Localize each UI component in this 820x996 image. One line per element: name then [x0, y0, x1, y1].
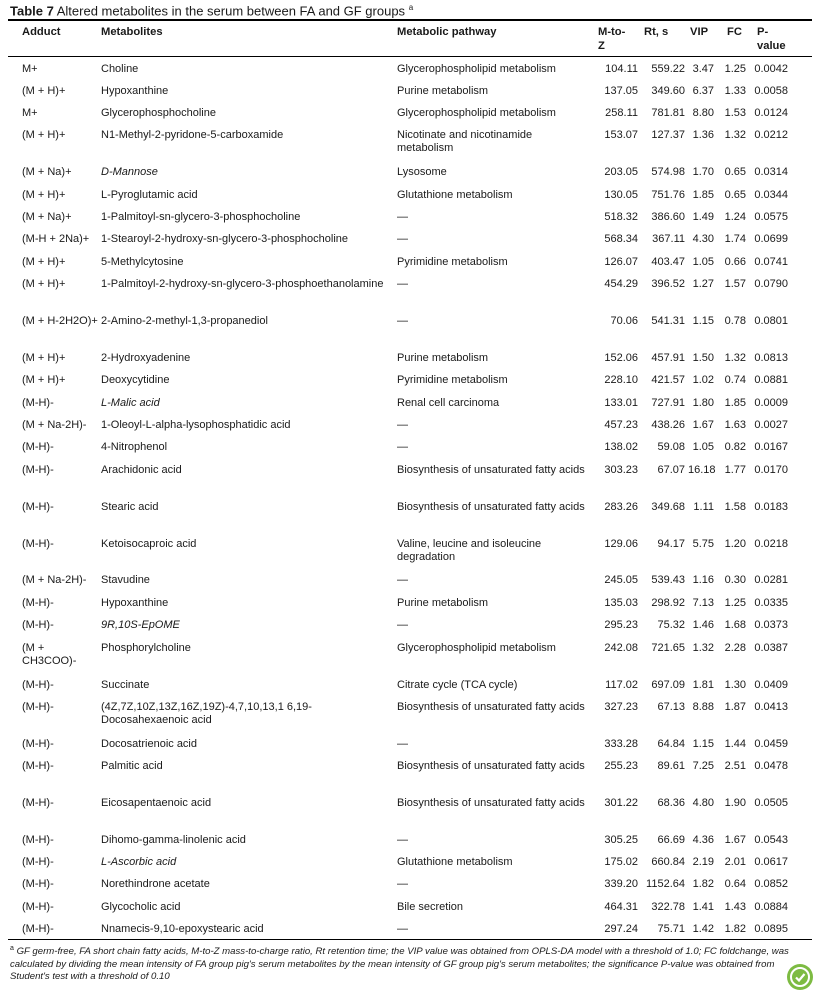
adduct-cell: (M-H)- [22, 501, 54, 513]
fc-cell: 1.30 [724, 679, 746, 691]
mz-cell: 130.05 [604, 189, 638, 201]
vip-cell: 1.05 [692, 256, 714, 268]
fc-cell: 0.65 [724, 166, 746, 178]
adduct-cell: (M-H)- [22, 397, 54, 409]
vip-cell: 1.41 [692, 901, 714, 913]
mz-cell: 152.06 [604, 352, 638, 364]
header-vip: VIP [690, 26, 709, 38]
mz-cell: 518.32 [604, 211, 638, 223]
fc-cell: 0.78 [724, 315, 746, 327]
pathway-cell: Nicotinate and nicotinamide metabolism [397, 129, 533, 154]
rt-cell: 438.26 [651, 419, 685, 431]
adduct-cell: (M-H)- [22, 901, 54, 913]
vip-cell: 1.85 [692, 189, 714, 201]
adduct-cell: (M + H)+ [22, 189, 66, 201]
pathway-cell: — [397, 738, 408, 750]
mz-cell: 245.05 [604, 574, 638, 586]
mz-cell: 117.02 [605, 679, 638, 691]
mz-cell: 568.34 [604, 233, 638, 245]
p-value-cell: 0.0409 [754, 679, 788, 691]
p-value-cell: 0.0042 [754, 63, 788, 75]
pathway-cell: Biosynthesis of unsaturated fatty acids [397, 501, 585, 513]
p-value-cell: 0.0344 [754, 189, 788, 201]
fc-cell: 1.67 [724, 834, 746, 846]
p-value-cell: 0.0413 [754, 701, 788, 713]
fc-cell: 1.43 [724, 901, 746, 913]
header-p-line1: P- [757, 26, 769, 38]
vip-cell: 1.27 [692, 278, 714, 290]
rt-cell: 322.78 [651, 901, 685, 913]
mz-cell: 138.02 [604, 441, 638, 453]
p-value-cell: 0.0505 [754, 797, 788, 809]
metabolite-cell: D-Mannose [101, 166, 158, 178]
metabolite-cell: Deoxycytidine [101, 374, 170, 386]
fc-cell: 0.66 [724, 256, 746, 268]
mz-cell: 242.08 [604, 642, 638, 654]
fc-cell: 0.30 [724, 574, 746, 586]
rt-cell: 66.69 [657, 834, 685, 846]
metabolite-cell: 5-Methylcytosine [101, 256, 184, 268]
pathway-cell: Bile secretion [397, 901, 464, 913]
mz-cell: 258.11 [605, 107, 638, 119]
mz-cell: 135.03 [604, 597, 638, 609]
metabolite-cell: Hypoxanthine [101, 85, 169, 97]
pathway-cell: Purine metabolism [397, 597, 489, 609]
metabolite-cell: Ketoisocaproic acid [101, 538, 197, 550]
header-p-line2: value [757, 40, 786, 52]
pathway-cell: Biosynthesis of unsaturated fatty acids [397, 797, 585, 809]
mz-cell: 295.23 [604, 619, 638, 631]
adduct-cell: (M + H)+ [22, 129, 66, 141]
mz-cell: 464.31 [604, 901, 638, 913]
pathway-cell: — [397, 315, 408, 327]
adduct-cell: (M-H)- [22, 679, 54, 691]
p-value-cell: 0.0218 [754, 538, 788, 550]
p-value-cell: 0.0459 [754, 738, 788, 750]
fc-cell: 0.64 [724, 878, 746, 890]
p-value-cell: 0.0741 [754, 256, 788, 268]
p-value-cell: 0.0543 [754, 834, 788, 846]
vip-cell: 1.50 [692, 352, 714, 364]
adduct-cell: (M-H + 2Na)+ [22, 233, 90, 245]
metabolite-cell: L-Ascorbic acid [101, 856, 177, 868]
rt-cell: 751.76 [651, 189, 685, 201]
pathway-cell: — [397, 878, 408, 890]
mz-cell: 175.02 [604, 856, 638, 868]
fc-cell: 1.44 [724, 738, 746, 750]
vip-cell: 4.80 [692, 797, 714, 809]
rt-cell: 94.17 [657, 538, 685, 550]
fc-cell: 1.58 [724, 501, 746, 513]
vip-cell: 6.37 [692, 85, 714, 97]
pathway-cell: Glycerophospholipid metabolism [397, 63, 556, 75]
table-title: Altered metabolites in the serum between FA and GF groups [56, 3, 406, 19]
metabolite-cell: Phosphorylcholine [101, 642, 191, 654]
mz-cell: 137.05 [604, 85, 638, 97]
pathway-cell: — [397, 233, 408, 245]
rt-cell: 660.84 [651, 856, 685, 868]
header-rt: Rt, s [644, 26, 669, 38]
adduct-cell: (M-H)- [22, 878, 54, 890]
adduct-cell: (M-H)- [22, 923, 54, 935]
vip-cell: 1.32 [692, 642, 714, 654]
vip-cell: 16.18 [688, 464, 716, 476]
p-value-cell: 0.0801 [754, 315, 788, 327]
vip-cell: 7.25 [692, 760, 714, 772]
vip-cell: 8.80 [692, 107, 714, 119]
pathway-cell: Pyrimidine metabolism [397, 374, 508, 386]
rt-cell: 64.84 [657, 738, 685, 750]
rt-cell: 349.68 [651, 501, 685, 513]
rt-cell: 67.07 [657, 464, 685, 476]
vip-cell: 1.82 [692, 878, 714, 890]
p-value-cell: 0.0009 [754, 397, 788, 409]
metabolite-cell: Arachidonic acid [101, 464, 182, 476]
mz-cell: 228.10 [604, 374, 638, 386]
header-pathway: Metabolic pathway [397, 26, 497, 38]
pathway-cell: — [397, 834, 408, 846]
pathway-cell: Biosynthesis of unsaturated fatty acids [397, 760, 585, 772]
pathway-cell: — [397, 211, 408, 223]
metabolite-cell: 1-Palmitoyl-2-hydroxy-sn-glycero-3-phosphoethanolamine [101, 278, 384, 290]
p-value-cell: 0.0478 [754, 760, 788, 772]
vip-cell: 1.15 [692, 315, 714, 327]
pathway-cell: Glycerophospholipid metabolism [397, 107, 556, 119]
mz-cell: 104.11 [605, 63, 638, 75]
rt-cell: 127.37 [651, 129, 685, 141]
p-value-cell: 0.0881 [754, 374, 788, 386]
metabolite-cell: 1-Oleoyl-L-alpha-lysophosphatidic acid [101, 419, 291, 431]
fc-cell: 2.01 [724, 856, 746, 868]
fc-cell: 0.82 [724, 441, 746, 453]
p-value-cell: 0.0373 [754, 619, 788, 631]
vip-cell: 1.46 [692, 619, 714, 631]
fc-cell: 1.63 [724, 419, 746, 431]
adduct-cell: (M-H)- [22, 464, 54, 476]
vip-cell: 1.49 [692, 211, 714, 223]
cross-mark-badge-icon[interactable] [787, 964, 813, 990]
p-value-cell: 0.0884 [754, 901, 788, 913]
vip-cell: 1.05 [692, 441, 714, 453]
metabolite-cell: Norethindrone acetate [101, 878, 210, 890]
rt-cell: 727.91 [651, 397, 685, 409]
pathway-cell: Purine metabolism [397, 352, 489, 364]
vip-cell: 4.30 [692, 233, 714, 245]
adduct-cell: (M-H)- [22, 597, 54, 609]
adduct-cell: (M + Na)+ [22, 211, 72, 223]
mz-cell: 327.23 [604, 701, 638, 713]
rt-cell: 59.08 [657, 441, 685, 453]
table-footnote [10, 943, 796, 984]
p-value-cell: 0.0852 [754, 878, 788, 890]
footnote-mark: a [408, 3, 414, 12]
vip-cell: 2.19 [692, 856, 714, 868]
footnote-text: GF germ-free, FA short chain fatty acids, M-to-Z mass-to-charge ratio, Rt retention time; the VIP value was obtained from OPLS-DA model with a threshold of 1.0; FC foldchange, was calculated by dividing the mean intensity of FA group pig's serum metabolites by the mean intensity of GF group pig's serum metabolites; the significance P-value was obtained from Student's test with a threshold of 0.10 [10, 946, 789, 983]
pathway-cell: — [397, 619, 408, 631]
rt-cell: 75.32 [657, 619, 685, 631]
table-caption [10, 3, 413, 18]
pathway-cell: Purine metabolism [397, 85, 489, 97]
fc-cell: 2.28 [724, 642, 746, 654]
adduct-cell: (M-H)- [22, 538, 54, 550]
rt-cell: 68.36 [657, 797, 685, 809]
adduct-cell: (M + H)+ [22, 374, 66, 386]
fc-cell: 1.87 [724, 701, 746, 713]
metabolite-cell: 1-Palmitoyl-sn-glycero-3-phosphocholine [101, 211, 301, 223]
mz-cell: 255.23 [604, 760, 638, 772]
header-mz-line2: Z [598, 40, 605, 52]
mz-cell: 333.28 [604, 738, 638, 750]
footnote-mark-bottom: a [10, 945, 14, 952]
fc-cell: 1.57 [724, 278, 746, 290]
adduct-cell: (M-H)- [22, 619, 54, 631]
metabolite-cell: Stavudine [101, 574, 150, 586]
pathway-cell: Pyrimidine metabolism [397, 256, 508, 268]
mz-cell: 126.07 [604, 256, 638, 268]
bottom-rule [8, 939, 812, 940]
fc-cell: 0.65 [724, 189, 746, 201]
pathway-cell: Valine, leucine and isoleucine degradation [397, 538, 542, 563]
adduct-cell: (M-H)- [22, 856, 54, 868]
fc-cell: 1.32 [724, 352, 746, 364]
p-value-cell: 0.0170 [754, 464, 788, 476]
p-value-cell: 0.0183 [754, 501, 788, 513]
rt-cell: 781.81 [651, 107, 685, 119]
fc-cell: 0.74 [724, 374, 746, 386]
metabolite-cell: L-Malic acid [101, 397, 160, 409]
fc-cell: 1.82 [724, 923, 746, 935]
vip-cell: 1.81 [692, 679, 714, 691]
adduct-cell: (M + H)+ [22, 352, 66, 364]
rt-cell: 541.31 [651, 315, 685, 327]
adduct-cell: (M-H)- [22, 738, 54, 750]
rt-cell: 559.22 [651, 63, 685, 75]
header-fc: FC [727, 26, 742, 38]
vip-cell: 1.67 [692, 419, 714, 431]
mz-cell: 283.26 [604, 501, 638, 513]
mz-cell: 454.29 [604, 278, 638, 290]
top-rule [8, 19, 812, 21]
rt-cell: 539.43 [651, 574, 685, 586]
pathway-cell: Glutathione metabolism [397, 856, 513, 868]
p-value-cell: 0.0212 [754, 129, 788, 141]
p-value-cell: 0.0575 [754, 211, 788, 223]
metabolite-cell: 2-Hydroxyadenine [101, 352, 191, 364]
adduct-cell: (M-H)- [22, 797, 54, 809]
pathway-cell: — [397, 441, 408, 453]
metabolite-cell: 1-Stearoyl-2-hydroxy-sn-glycero-3-phosphocholine [101, 233, 349, 245]
vip-cell: 5.75 [692, 538, 714, 550]
vip-cell: 1.42 [692, 923, 714, 935]
header-mz-line1: M-to- [598, 26, 626, 38]
fc-cell: 1.68 [724, 619, 746, 631]
rt-cell: 367.11 [652, 233, 685, 245]
fc-cell: 1.20 [724, 538, 746, 550]
fc-cell: 1.32 [724, 129, 746, 141]
metabolite-cell: 4-Nitrophenol [101, 441, 168, 453]
metabolite-cell: Succinate [101, 679, 150, 691]
vip-cell: 7.13 [692, 597, 714, 609]
pathway-cell: Citrate cycle (TCA cycle) [397, 679, 518, 691]
header-adduct: Adduct [22, 26, 61, 38]
p-value-cell: 0.0027 [754, 419, 788, 431]
p-value-cell: 0.0617 [754, 856, 788, 868]
fc-cell: 1.74 [724, 233, 746, 245]
p-value-cell: 0.0387 [754, 642, 788, 654]
p-value-cell: 0.0699 [754, 233, 788, 245]
p-value-cell: 0.0124 [754, 107, 788, 119]
fc-cell: 1.24 [724, 211, 746, 223]
adduct-cell: (M-H)- [22, 441, 54, 453]
rt-cell: 75.71 [657, 923, 685, 935]
pathway-cell: Lysosome [397, 166, 447, 178]
adduct-cell: M+ [22, 63, 38, 75]
rt-cell: 697.09 [651, 679, 685, 691]
header-rule [8, 56, 812, 57]
metabolite-cell: Palmitic acid [101, 760, 163, 772]
fc-cell: 1.90 [724, 797, 746, 809]
mz-cell: 133.01 [604, 397, 638, 409]
adduct-cell: (M + Na)+ [22, 166, 72, 178]
rt-cell: 386.60 [651, 211, 685, 223]
rt-cell: 298.92 [651, 597, 685, 609]
metabolite-cell: Docosatrienoic acid [101, 738, 197, 750]
p-value-cell: 0.0895 [754, 923, 788, 935]
vip-cell: 1.02 [692, 374, 714, 386]
metabolite-cell: Glycerophosphocholine [101, 107, 216, 119]
fc-cell: 1.53 [724, 107, 746, 119]
header-metabolites: Metabolites [101, 26, 163, 38]
mz-cell: 305.25 [604, 834, 638, 846]
rt-cell: 721.65 [651, 642, 685, 654]
metabolite-cell: Dihomo-gamma-linolenic acid [101, 834, 246, 846]
fc-cell: 1.33 [724, 85, 746, 97]
metabolite-cell: Stearic acid [101, 501, 159, 513]
metabolite-cell: Nnamecis-9,10-epoxystearic acid [101, 923, 264, 935]
fc-cell: 1.85 [724, 397, 746, 409]
p-value-cell: 0.0058 [754, 85, 788, 97]
rt-cell: 421.57 [651, 374, 685, 386]
pathway-cell: — [397, 419, 408, 431]
p-value-cell: 0.0314 [754, 166, 788, 178]
p-value-cell: 0.0167 [754, 441, 788, 453]
pathway-cell: Renal cell carcinoma [397, 397, 500, 409]
vip-cell: 1.16 [692, 574, 714, 586]
pathway-cell: — [397, 923, 408, 935]
rt-cell: 457.91 [651, 352, 685, 364]
metabolite-cell: Hypoxanthine [101, 597, 169, 609]
vip-cell: 1.36 [692, 129, 714, 141]
mz-cell: 303.23 [604, 464, 638, 476]
mz-cell: 203.05 [604, 166, 638, 178]
rt-cell: 89.61 [657, 760, 685, 772]
rt-cell: 403.47 [651, 256, 685, 268]
fc-cell: 1.77 [724, 464, 746, 476]
rt-cell: 67.13 [657, 701, 685, 713]
adduct-cell: (M + H)+ [22, 278, 66, 290]
mz-cell: 339.20 [604, 878, 638, 890]
vip-cell: 1.80 [692, 397, 714, 409]
metabolite-cell: 2-Amino-2-methyl-1,3-propanediol [101, 315, 268, 327]
metabolite-cell: Choline [101, 63, 139, 75]
p-value-cell: 0.0335 [754, 597, 788, 609]
vip-cell: 1.15 [692, 738, 714, 750]
vip-cell: 4.36 [692, 834, 714, 846]
mz-cell: 153.07 [604, 129, 638, 141]
adduct-cell: M+ [22, 107, 38, 119]
adduct-cell: (M-H)- [22, 760, 54, 772]
metabolite-cell: Glycocholic acid [101, 901, 181, 913]
fc-cell: 2.51 [724, 760, 746, 772]
adduct-cell: (M + H)+ [22, 85, 66, 97]
pathway-cell: — [397, 574, 408, 586]
metabolite-cell: Eicosapentaenoic acid [101, 797, 212, 809]
adduct-cell: (M + Na-2H)- [22, 574, 87, 586]
vip-cell: 1.11 [693, 501, 714, 513]
pathway-cell: Glycerophospholipid metabolism [397, 642, 556, 654]
adduct-cell: (M-H)- [22, 834, 54, 846]
vip-cell: 8.88 [692, 701, 714, 713]
p-value-cell: 0.0790 [754, 278, 788, 290]
mz-cell: 301.22 [604, 797, 638, 809]
table-label: Table 7 [10, 3, 54, 19]
rt-cell: 349.60 [651, 85, 685, 97]
vip-cell: 3.47 [692, 63, 714, 75]
pathway-cell: Glutathione metabolism [397, 189, 513, 201]
pathway-cell: Biosynthesis of unsaturated fatty acids [397, 464, 585, 476]
pathway-cell: — [397, 278, 408, 290]
metabolite-cell: 9R,10S-EpOME [101, 619, 180, 631]
adduct-cell: (M + Na-2H)- [22, 419, 87, 431]
rt-cell: 574.98 [651, 166, 685, 178]
adduct-cell: (M + H)+ [22, 256, 66, 268]
vip-cell: 1.70 [692, 166, 714, 178]
pathway-cell: Biosynthesis of unsaturated fatty acids [397, 701, 585, 713]
fc-cell: 1.25 [724, 597, 746, 609]
rt-cell: 1152.64 [646, 878, 685, 890]
metabolite-cell: N1-Methyl-2-pyridone-5-carboxamide [101, 129, 284, 141]
adduct-cell: (M + CH3COO)- [22, 642, 77, 667]
metabolite-cell: (4Z,7Z,10Z,13Z,16Z,19Z)-4,7,10,13,1 6,19-Docosahexaenoic acid [101, 701, 312, 726]
mz-cell: 129.06 [604, 538, 638, 550]
mz-cell: 457.23 [604, 419, 638, 431]
adduct-cell: (M-H)- [22, 701, 54, 713]
metabolite-cell: L-Pyroglutamic acid [101, 189, 198, 201]
adduct-cell: (M + H-2H2O)+ [22, 315, 98, 327]
mz-cell: 297.24 [604, 923, 638, 935]
fc-cell: 1.25 [724, 63, 746, 75]
rt-cell: 396.52 [651, 278, 685, 290]
p-value-cell: 0.0281 [754, 574, 788, 586]
mz-cell: 70.06 [610, 315, 638, 327]
p-value-cell: 0.0813 [754, 352, 788, 364]
